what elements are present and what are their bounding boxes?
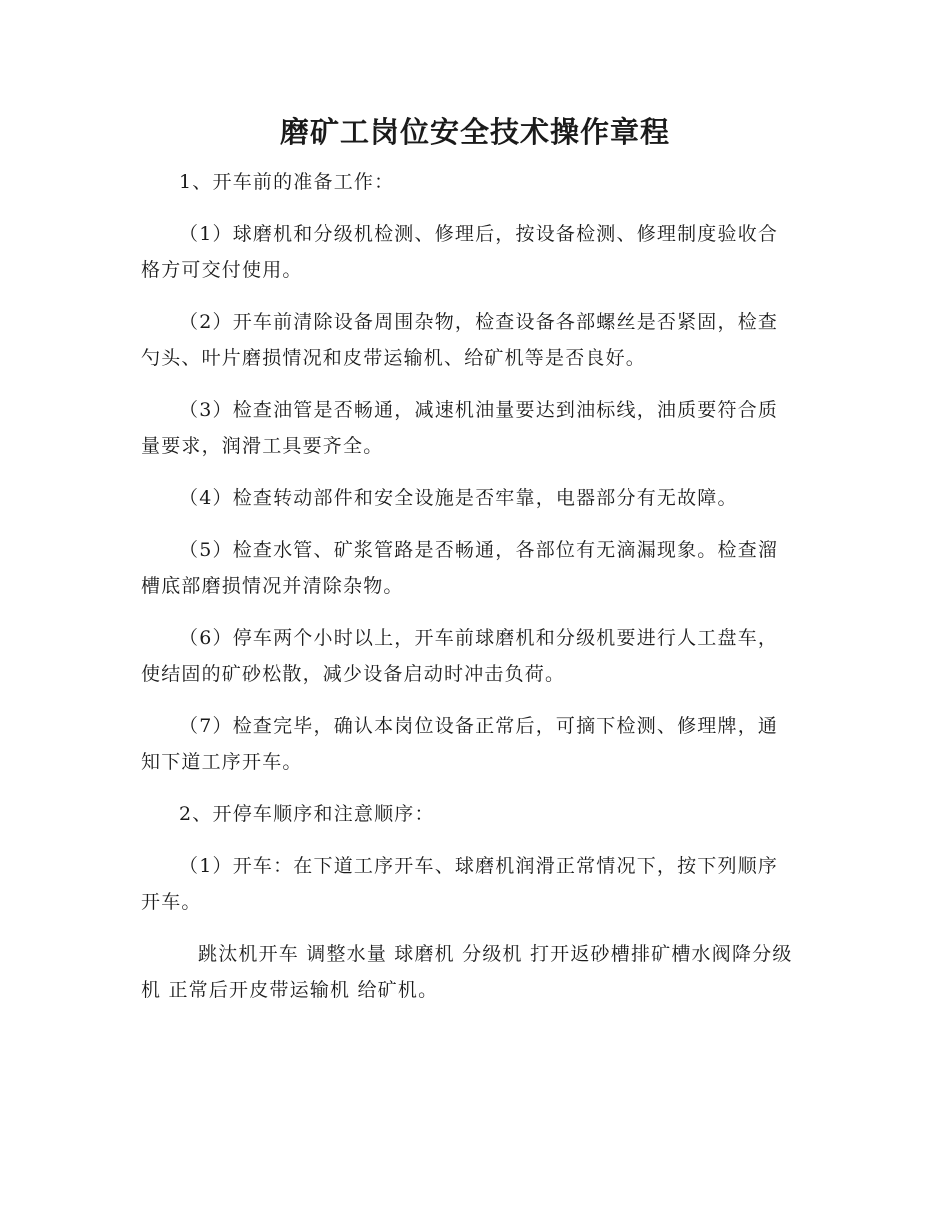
list-item: （5）检查水管、矿浆管路是否畅通，各部位有无滴漏现象。检查溜槽底部磨损情况并清除杂物。 <box>141 539 779 597</box>
document-title: 磨矿工岗位安全技术操作章程 <box>279 115 670 149</box>
startup-sequence: 跳汰机开车 调整水量 球磨机 分级机 打开返砂槽排矿槽水阀降分级机 正常后开皮带运输机 给矿机。 <box>141 943 793 1001</box>
document-body <box>141 164 797 1008</box>
section-heading: 2、开停车顺序和注意顺序： <box>179 803 435 825</box>
list-item: （3）检查油管是否畅通，减速机油量要达到油标线，油质要符合质量要求，润滑工具要齐全。 <box>141 399 779 457</box>
section-heading: 1、开车前的准备工作： <box>179 171 395 193</box>
list-item: （7）检查完毕，确认本岗位设备正常后，可摘下检测、修理牌，通知下道工序开车。 <box>141 715 779 773</box>
list-item: （6）停车两个小时以上，开车前球磨机和分级机要进行人工盘车，使结固的矿砂松散，减少设备启动时冲击负荷。 <box>141 627 779 685</box>
list-item: （1）球磨机和分级机检测、修理后，按设备检测、修理制度验收合格方可交付使用。 <box>141 223 779 281</box>
list-item: （2）开车前清除设备周围杂物，检查设备各部螺丝是否紧固，检查勺头、叶片磨损情况和皮带运输机、给矿机等是否良好。 <box>141 311 779 369</box>
list-item: （4）检查转动部件和安全设施是否牢靠，电器部分有无故障。 <box>179 487 738 509</box>
list-item: （1）开车：在下道工序开车、球磨机润滑正常情况下，按下列顺序开车。 <box>141 855 779 913</box>
